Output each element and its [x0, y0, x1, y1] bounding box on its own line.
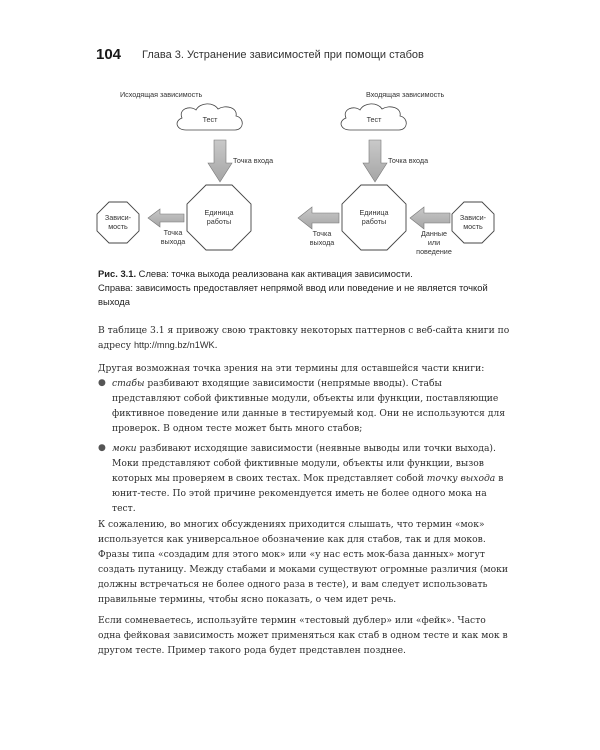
- left-unit-line2: работы: [206, 217, 232, 226]
- paragraph-3: К сожалению, во многих обсуждениях приходится слышать, что термин «мок» используется как универсальное обозначение как для стабов, так и для моков. Фразы типа «создадим для этого мок» или «у нас есть мок-база данных» могут создать путаницу. Между стабами и моками существуют огромные различия (моки должны встречаться не более одного раза в тесте), и вам следует использовать правильные термины, чтобы ясно показать, о чем идет речь.: [98, 519, 509, 605]
- caption-text-2: Справа: зависимость предоставляет непрямой ввод или поведение и не является точкой выхода: [98, 282, 488, 307]
- right-data-line2: или: [427, 238, 441, 247]
- left-exit-line1: Точка: [163, 228, 183, 237]
- right-entry-arrow: [363, 140, 387, 182]
- right-cloud-label: Тест: [366, 115, 382, 124]
- term-exit-point: точку выхода: [426, 473, 496, 484]
- page-header: [96, 46, 516, 66]
- term-stubs: стабы: [112, 378, 145, 389]
- bullet-icon: ●: [98, 378, 106, 388]
- bullet-icon: ●: [98, 443, 106, 453]
- left-diagram-title: Исходящая зависимость: [120, 90, 203, 99]
- left-unit-line1: Единица: [204, 208, 234, 217]
- right-unit-line2: работы: [361, 217, 387, 226]
- caption-label: Рис. 3.1.: [98, 268, 137, 279]
- left-dep-line2: мость: [108, 222, 128, 231]
- term-mocks: моки: [112, 443, 137, 454]
- list-item-stubs: [98, 376, 510, 436]
- terms-list: [98, 376, 510, 521]
- page-number: 104: [96, 46, 122, 63]
- caption-text-1: Слева: точка выхода реализована как активация зависимости.: [136, 268, 413, 279]
- right-exit-line1: Точка: [312, 229, 332, 238]
- figure-diagram: [90, 85, 510, 260]
- right-dep-line1: Зависи-: [459, 213, 487, 222]
- paragraph-4: Если сомневаетесь, используйте термин «тестовый дублер» или «фейк». Часто одна фейковая зависимость может применяться как стаб в одном тесте и как мок в другом тесте. Пример такого рода будет представлен позднее.: [98, 615, 508, 656]
- figure-caption: [98, 267, 508, 309]
- mocks-description-end: в юнит-тесте. По этой причине рекомендуется иметь не более одного мока на тест.: [112, 473, 504, 514]
- right-diagram-title: Входящая зависимость: [366, 90, 445, 99]
- right-entry-label: Точка входа: [388, 156, 429, 165]
- right-exit-line2: выхода: [309, 238, 335, 247]
- right-data-line1: Данные: [421, 229, 447, 238]
- right-data-arrow: [410, 207, 450, 229]
- right-unit-line1: Единица: [359, 208, 389, 217]
- left-exit-line2: выхода: [160, 237, 186, 246]
- left-entry-arrow: [208, 140, 232, 182]
- paragraph-2: Другая возможная точка зрения на эти термины для оставшейся части книги:: [98, 363, 485, 374]
- stubs-description: разбивают входящие зависимости (непрямые вводы). Стабы представляют собой фиктивные модули, объекты или функции, поставляющие фиктивное поведение или данные в тестируемый код. Они не используются для проверок. В одном тесте может быть много стабов;: [112, 378, 506, 434]
- left-dep-line1: Зависи-: [104, 213, 132, 222]
- left-exit-arrow: [148, 209, 184, 227]
- book-url-link[interactable]: http://mng.bz/n1WK: [133, 340, 215, 350]
- left-cloud-label: Тест: [202, 115, 218, 124]
- left-entry-label: Точка входа: [233, 156, 274, 165]
- mocks-description: разбивают исходящие зависимости (неявные выводы или точки выхода). Моки представляют собой фиктивные модули, объекты или функции, вызов которых мы проверяем в своих тестах. Мок представляет собой: [112, 443, 496, 484]
- list-item-mocks: [98, 441, 510, 516]
- paragraph-1-end: .: [214, 340, 218, 351]
- chapter-title: Глава 3. Устранение зависимостей при помощи стабов: [142, 49, 424, 61]
- paragraph-1: [98, 323, 510, 353]
- right-exit-arrow: [298, 207, 339, 229]
- paragraph-1-text: В таблице 3.1 я привожу свою трактовку некоторых паттернов с веб-сайта книги по адресу: [98, 325, 510, 351]
- right-data-line3: поведение: [416, 247, 452, 256]
- right-dep-line2: мость: [463, 222, 483, 231]
